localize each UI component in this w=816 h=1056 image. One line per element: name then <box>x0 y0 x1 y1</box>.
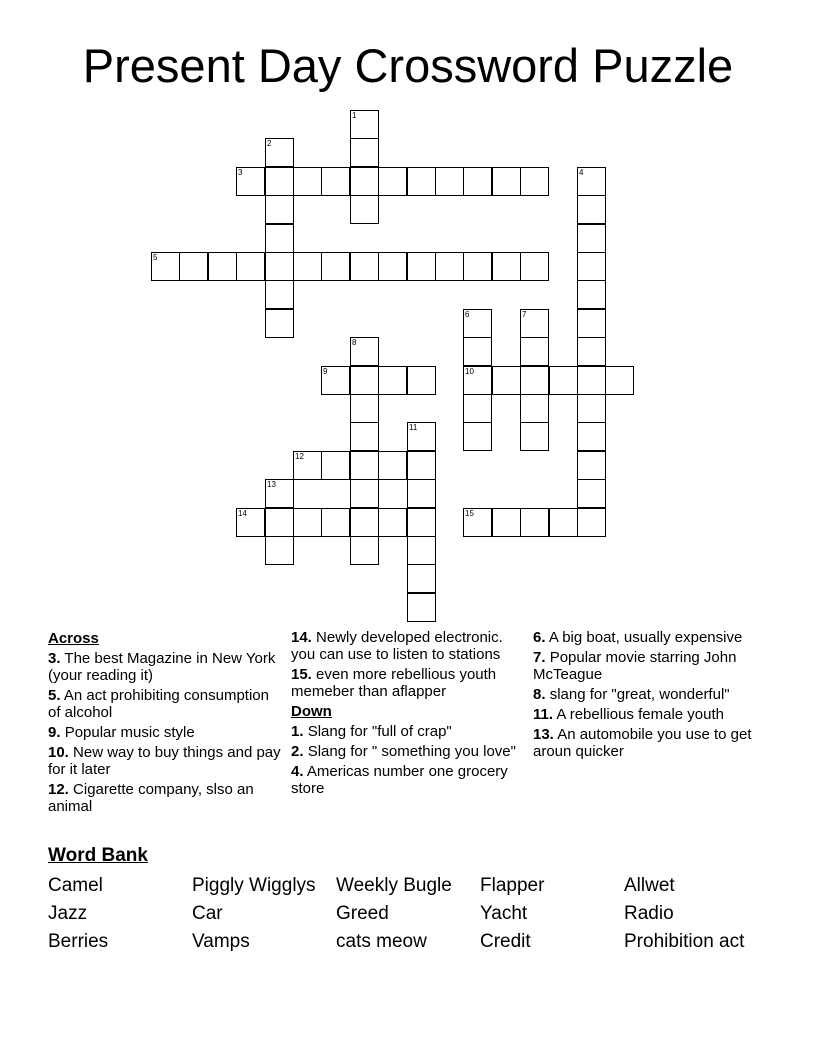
grid-cell[interactable] <box>350 422 379 451</box>
grid-cell[interactable] <box>407 167 436 196</box>
word-bank-item: Vamps <box>192 931 250 952</box>
word-bank-item: Weekly Bugle <box>336 875 452 896</box>
grid-cell[interactable] <box>236 252 265 281</box>
word-bank-item: Berries <box>48 931 109 952</box>
grid-cell[interactable] <box>350 138 379 167</box>
clue-across-15: 15. even more rebellious youth memeber than aflapper <box>291 666 497 700</box>
clue-down-2: 2. Slang for " something you love" <box>291 743 516 760</box>
grid-cell[interactable] <box>293 167 322 196</box>
grid-cell[interactable] <box>236 508 265 537</box>
clue-number: 9 <box>323 367 328 376</box>
grid-cell[interactable] <box>435 167 464 196</box>
clue-down-13: 13. An automobile you use to get aroun quicker <box>533 726 752 760</box>
grid-cell[interactable] <box>350 536 379 565</box>
grid-cell[interactable] <box>492 167 521 196</box>
word-bank-title: Word Bank <box>48 845 148 866</box>
grid-cell[interactable] <box>265 479 294 508</box>
grid-cell[interactable] <box>350 195 379 224</box>
clue-across-5: 5. An act prohibiting consumption of alcohol <box>48 687 269 721</box>
grid-cell[interactable] <box>350 366 379 395</box>
grid-cell[interactable] <box>577 309 606 338</box>
clue-number: 3 <box>238 168 243 177</box>
grid-cell[interactable] <box>463 252 492 281</box>
grid-cell[interactable] <box>350 394 379 423</box>
grid-cell[interactable] <box>265 195 294 224</box>
clue-column-3 <box>533 629 773 763</box>
word-bank-item: Flapper <box>480 875 545 896</box>
clue-number: 10 <box>465 367 474 376</box>
grid-cell[interactable] <box>378 366 407 395</box>
clue-across-10: 10. New way to buy things and pay for it later <box>48 744 281 778</box>
grid-cell[interactable] <box>463 508 492 537</box>
down-heading: Down <box>291 703 332 720</box>
grid-cell[interactable] <box>492 252 521 281</box>
grid-cell[interactable] <box>407 479 436 508</box>
grid-cell[interactable] <box>577 224 606 253</box>
clue-number: 15 <box>465 509 474 518</box>
grid-cell[interactable] <box>321 252 350 281</box>
grid-cell[interactable] <box>407 593 436 622</box>
clue-number: 13 <box>267 480 276 489</box>
word-bank-item: Credit <box>480 931 531 952</box>
clue-number: 8 <box>352 338 357 347</box>
grid-cell[interactable] <box>179 252 208 281</box>
grid-cell[interactable] <box>350 110 379 139</box>
clue-number: 12 <box>295 452 304 461</box>
grid-cell[interactable] <box>265 252 294 281</box>
grid-cell[interactable] <box>350 252 379 281</box>
grid-cell[interactable] <box>605 366 634 395</box>
grid-cell[interactable] <box>577 337 606 366</box>
grid-cell[interactable] <box>350 479 379 508</box>
grid-cell[interactable] <box>520 309 549 338</box>
grid-cell[interactable] <box>321 167 350 196</box>
grid-cell[interactable] <box>549 366 578 395</box>
clue-number: 5 <box>153 253 158 262</box>
grid-cell[interactable] <box>265 224 294 253</box>
grid-cell[interactable] <box>378 508 407 537</box>
grid-cell[interactable] <box>520 366 549 395</box>
grid-cell[interactable] <box>293 252 322 281</box>
grid-cell[interactable] <box>265 309 294 338</box>
grid-cell[interactable] <box>265 536 294 565</box>
word-bank-item: Allwet <box>624 875 675 896</box>
word-bank-item: Camel <box>48 875 103 896</box>
grid-cell[interactable] <box>151 252 180 281</box>
grid-cell[interactable] <box>293 508 322 537</box>
grid-cell[interactable] <box>350 337 379 366</box>
grid-cell[interactable] <box>577 167 606 196</box>
clue-down-4: 4. Americas number one grocery store <box>291 763 508 797</box>
grid-cell[interactable] <box>577 280 606 309</box>
word-bank-item: Piggly Wigglys <box>192 875 316 896</box>
grid-cell[interactable] <box>463 366 492 395</box>
grid-cell[interactable] <box>577 195 606 224</box>
clue-across-12: 12. Cigarette company, slso an animal <box>48 781 254 815</box>
grid-cell[interactable] <box>378 167 407 196</box>
grid-cell[interactable] <box>293 451 322 480</box>
word-bank-item: Yacht <box>480 903 528 924</box>
grid-cell[interactable] <box>463 337 492 366</box>
grid-cell[interactable] <box>407 564 436 593</box>
clue-across-14: 14. Newly developed electronic. you can use to listen to stations <box>291 629 503 663</box>
grid-cell[interactable] <box>520 394 549 423</box>
page-title: Present Day Crossword Puzzle <box>82 39 734 92</box>
grid-cell[interactable] <box>265 280 294 309</box>
clue-across-3: 3. The best Magazine in New York (your reading it) <box>48 650 276 684</box>
grid-cell[interactable] <box>549 508 578 537</box>
grid-cell[interactable] <box>577 479 606 508</box>
clue-number: 7 <box>522 310 527 319</box>
clue-down-1: 1. Slang for "full of crap" <box>291 723 452 740</box>
grid-cell[interactable] <box>520 422 549 451</box>
grid-cell[interactable] <box>265 138 294 167</box>
grid-cell[interactable] <box>265 508 294 537</box>
grid-cell[interactable] <box>378 252 407 281</box>
grid-cell[interactable] <box>577 252 606 281</box>
grid-cell[interactable] <box>520 252 549 281</box>
grid-cell[interactable] <box>407 536 436 565</box>
grid-cell[interactable] <box>265 167 294 196</box>
grid-cell[interactable] <box>407 422 436 451</box>
clue-down-8: 8. slang for "great, wonderful" <box>533 686 730 703</box>
word-bank-item: Prohibition act <box>624 931 745 952</box>
grid-cell[interactable] <box>321 366 350 395</box>
clue-column-2 <box>291 629 526 800</box>
word-bank-item: cats meow <box>336 931 427 952</box>
grid-cell[interactable] <box>577 451 606 480</box>
grid-cell[interactable] <box>577 394 606 423</box>
clue-down-6: 6. A big boat, usually expensive <box>533 629 743 646</box>
clue-column-1 <box>48 629 283 818</box>
clue-number: 1 <box>352 111 357 120</box>
grid-cell[interactable] <box>492 508 521 537</box>
clue-across-9: 9. Popular music style <box>48 724 195 741</box>
grid-cell[interactable] <box>350 451 379 480</box>
grid-cell[interactable] <box>577 508 606 537</box>
across-heading: Across <box>48 630 99 647</box>
word-bank-item: Car <box>192 903 223 924</box>
grid-cell[interactable] <box>236 167 265 196</box>
clue-number: 6 <box>465 310 470 319</box>
clue-number: 11 <box>409 423 418 432</box>
grid-cell[interactable] <box>435 252 464 281</box>
grid-cell[interactable] <box>463 422 492 451</box>
grid-cell[interactable] <box>350 167 379 196</box>
grid-cell[interactable] <box>520 167 549 196</box>
grid-cell[interactable] <box>350 508 379 537</box>
word-bank-item: Radio <box>624 903 674 924</box>
clue-down-7: 7. Popular movie starring John McTeague <box>533 649 737 683</box>
grid-cell[interactable] <box>407 508 436 537</box>
grid-cell[interactable] <box>208 252 237 281</box>
word-bank-item: Greed <box>336 903 389 924</box>
clue-down-11: 11. A rebellious female youth <box>533 706 724 723</box>
grid-cell[interactable] <box>520 508 549 537</box>
grid-cell[interactable] <box>463 309 492 338</box>
grid-cell[interactable] <box>577 366 606 395</box>
grid-cell[interactable] <box>407 366 436 395</box>
grid-cell[interactable] <box>463 167 492 196</box>
clue-number: 2 <box>267 139 272 148</box>
grid-cell[interactable] <box>407 252 436 281</box>
grid-cell[interactable] <box>321 451 350 480</box>
word-bank-item: Jazz <box>48 903 88 924</box>
grid-cell[interactable] <box>463 394 492 423</box>
grid-cell[interactable] <box>577 422 606 451</box>
grid-cell[interactable] <box>321 508 350 537</box>
grid-cell[interactable] <box>520 337 549 366</box>
grid-cell[interactable] <box>492 366 521 395</box>
grid-cell[interactable] <box>407 451 436 480</box>
clue-number: 14 <box>238 509 247 518</box>
clue-number: 4 <box>579 168 584 177</box>
grid-cell[interactable] <box>378 451 407 480</box>
